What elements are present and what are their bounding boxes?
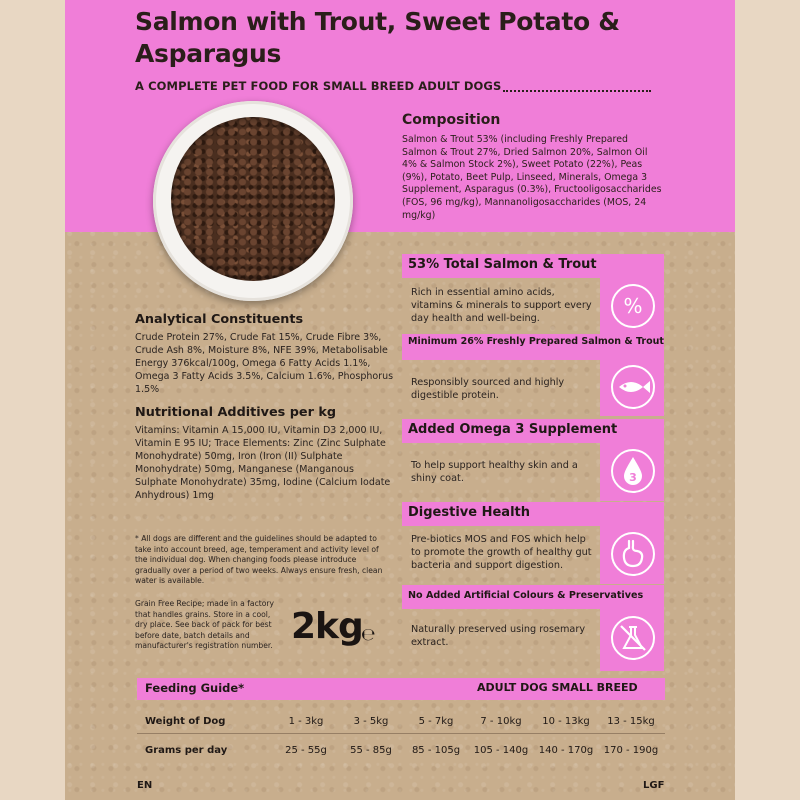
language-code: EN	[137, 780, 153, 791]
table-divider	[137, 733, 665, 734]
grams-row-label: Grams per day	[145, 745, 228, 756]
benefit-heading-2: Minimum 26% Freshly Prepared Salmon & Trout	[402, 334, 664, 360]
additives-text: Vitamins: Vitamin A 15,000 IU, Vitamin D3 2,000 IU, Vitamin E 95 IU; Trace Elements: Zinc (Zinc Sulphate Monohydrate) 50mg, Iron (Iron (II) Sulphate Monohydrate) 50mg, Manganese (Manganous Sulphate Monohydrate) 35mg, Iodine (Calcium Iodate Anhydrous) 1mg	[135, 425, 391, 501]
svg-text:%: %	[623, 294, 643, 318]
grams-cell: 25 - 55g	[285, 745, 327, 756]
product-subtitle	[135, 79, 651, 93]
guidelines-note: * All dogs are different and the guidelines should be adapted to take into account breed, age, temperament and activity level of the individual dog. When changing foods please introduce gradually over a period of two weeks. Always ensure fresh, clean water is available.	[135, 534, 383, 585]
grams-cell: 85 - 105g	[411, 745, 461, 756]
kibble	[171, 117, 335, 281]
e-mark: ℮	[361, 625, 376, 645]
weight-row-label: Weight of Dog	[145, 716, 226, 727]
stomach-icon	[611, 532, 655, 576]
benefit-text-1: Rich in essential amino acids, vitamins & minerals to support every day health and well-being.	[411, 287, 592, 324]
feeding-guide-label: Feeding Guide*	[145, 681, 245, 695]
no-chemicals-icon	[611, 616, 655, 660]
percent-icon	[611, 284, 655, 328]
pack-code: LGF	[643, 780, 665, 791]
analytical-text: Crude Protein 27%, Crude Fat 15%, Crude Fibre 3%, Crude Ash 8%, Moisture 8%, NFE 39%, Metabolisable Energy 376kcal/100g, Omega 6 Fatty Acids 1.1%, Omega 3 Fatty Acids 3.5%, Calcium 1.6%, Phosphorus 1.5%	[135, 332, 394, 395]
weight-cell: 7 - 10kg	[480, 716, 522, 727]
net-weight: 2kg	[291, 606, 363, 647]
weight-cell: 10 - 13kg	[542, 716, 590, 727]
grams-cell: 105 - 140g	[473, 745, 529, 756]
weight-cell: 5 - 7kg	[418, 716, 454, 727]
benefit-text-3: To help support healthy skin and a shiny coat.	[411, 460, 578, 484]
weight-cell: 13 - 15kg	[607, 716, 655, 727]
grams-cell: 140 - 170g	[538, 745, 594, 756]
composition-text: Salmon & Trout 53% (including Freshly Prepared Salmon & Trout 27%, Dried Salmon 20%, Salmon Oil 4% & Salmon Stock 2%), Sweet Potato (22%), Peas (9%), Potato, Beet Pulp, Linseed, Minerals, Omega 3 Supplement, Asparagus (0.3%), Fructooligosaccharides (FOS, 96 mg/kg), Mannanoligosaccharides (MOS, 24 mg/kg)	[402, 134, 662, 221]
omega3-icon	[611, 449, 655, 493]
benefit-heading-5: No Added Artificial Colours & Preservatives	[402, 585, 664, 609]
weight-cell: 3 - 5kg	[353, 716, 389, 727]
grams-cell: 170 - 190g	[603, 745, 659, 756]
product-title: Salmon with Trout, Sweet Potato & Asparagus	[135, 7, 620, 68]
storage-note: Grain Free Recipe; made in a factory that handles grains. Store in a cool, dry place. See back of pack for best before date, batch details and manufacturer's registration number.	[135, 599, 274, 650]
benefit-heading-4: Digestive Health	[402, 502, 664, 526]
omega3-icon-label: 3	[629, 471, 637, 484]
food-bowl-image	[153, 101, 353, 301]
benefit-text-2: Responsibly sourced and highly digestible protein.	[411, 377, 565, 401]
analytical-heading: Analytical Constituents	[135, 312, 304, 327]
benefit-heading-1: 53% Total Salmon & Trout	[402, 254, 664, 278]
dotted-line	[503, 90, 651, 92]
feeding-guide-breed: ADULT DOG SMALL BREED	[477, 681, 638, 694]
benefit-heading-3: Added Omega 3 Supplement	[402, 419, 664, 443]
weight-cell: 1 - 3kg	[288, 716, 324, 727]
fish-icon	[611, 365, 655, 409]
product-subtitle-text: A COMPLETE PET FOOD FOR SMALL BREED ADULT DOGS	[135, 79, 502, 93]
grams-cell: 55 - 85g	[350, 745, 392, 756]
composition-heading: Composition	[402, 112, 501, 128]
additives-heading: Nutritional Additives per kg	[135, 405, 337, 420]
pet-food-pack	[65, 0, 735, 800]
benefit-text-5: Naturally preserved using rosemary extract.	[411, 624, 586, 648]
benefit-text-4: Pre-biotics MOS and FOS which help to promote the growth of healthy gut bacteria and support digestion.	[411, 534, 592, 571]
